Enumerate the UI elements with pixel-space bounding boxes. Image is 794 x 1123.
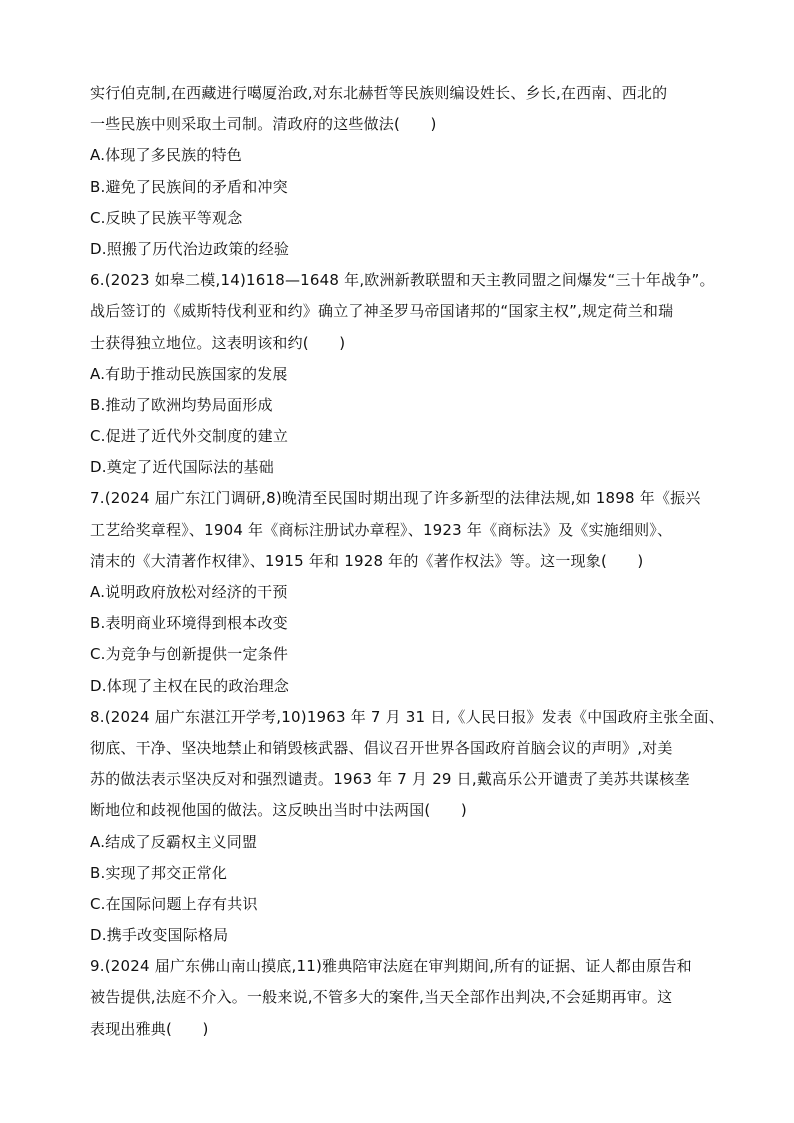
question-stem-line: 士获得独立地位。这表明该和约( ) — [90, 333, 346, 352]
exam-page — [90, 78, 725, 1045]
question-5-continued — [90, 78, 720, 265]
option-b: B.避免了民族间的矛盾和冲突 — [90, 177, 288, 196]
question-8 — [90, 702, 725, 952]
option-d: D.携手改变国际格局 — [90, 926, 229, 945]
option-c: C.反映了民族平等观念 — [90, 208, 243, 227]
option-d: D.奠定了近代国际法的基础 — [90, 458, 274, 477]
question-9 — [90, 951, 720, 1045]
question-stem-line: 战后签订的《威斯特伐利亚和约》确立了神圣罗马帝国诸邦的“国家主权”,规定荷兰和瑞 — [90, 302, 674, 321]
question-stem-line: 彻底、干净、坚决地禁止和销毁核武器、倡议召开世界各国政府首脑会议的声明》,对美 — [90, 738, 673, 757]
question-stem-line: 一些民族中则采取土司制。清政府的这些做法( ) — [90, 115, 437, 134]
option-a: A.有助于推动民族国家的发展 — [90, 364, 288, 383]
option-b: B.推动了欧洲均势局面形成 — [90, 395, 273, 414]
option-c: C.促进了近代外交制度的建立 — [90, 427, 289, 446]
option-b: B.实现了邦交正常化 — [90, 863, 228, 882]
question-stem-line: 表现出雅典( ) — [90, 1019, 209, 1038]
question-stem-line: 清末的《大清著作权律》、1915 年和 1928 年的《著作权法》等。这一现象( ) — [90, 551, 644, 570]
question-stem-line: 被告提供,法庭不介入。一般来说,不管多大的案件,当天全部作出判决,不会延期再审。这 — [90, 988, 673, 1007]
option-a: A.结成了反霸权主义同盟 — [90, 832, 258, 851]
question-stem-line: 7.(2024 届广东江门调研,8)晚清至民国时期出现了许多新型的法律法规,如 1898 年《振兴 — [90, 489, 701, 508]
question-7 — [90, 483, 720, 701]
question-6 — [90, 265, 720, 483]
question-stem-line: 9.(2024 届广东佛山南山摸底,11)雅典陪审法庭在审判期间,所有的证据、证人都由原告和 — [90, 957, 692, 976]
option-a: A.说明政府放松对经济的干预 — [90, 583, 288, 601]
question-stem-line: 实行伯克制,在西藏进行噶厦治政,对东北赫哲等民族则编设姓长、乡长,在西南、西北的 — [90, 84, 668, 102]
option-c: C.为竞争与创新提供一定条件 — [90, 645, 289, 664]
option-a: A.体现了多民族的特色 — [90, 146, 242, 165]
option-b: B.表明商业环境得到根本改变 — [90, 614, 288, 633]
option-d: D.体现了主权在民的政治理念 — [90, 676, 290, 695]
question-stem-line: 工艺给奖章程》、1904 年《商标注册试办章程》、1923 年《商标法》及《实施细则》、 — [90, 520, 673, 539]
question-stem-line: 断地位和歧视他国的做法。这反映出当时中法两国( ) — [90, 801, 467, 820]
option-c: C.在国际问题上存有共识 — [90, 894, 258, 913]
question-stem-line: 8.(2024 届广东湛江开学考,10)1963 年 7 月 31 日,《人民日报》发表《中国政府主张全面、 — [90, 707, 725, 726]
option-d: D.照搬了历代治边政策的经验 — [90, 239, 290, 258]
question-stem-line: 苏的做法表示坚决反对和强烈谴责。1963 年 7 月 29 日,戴高乐公开谴责了美苏共谋核垄 — [90, 770, 690, 789]
question-stem-line: 6.(2023 如皋二模,14)1618—1648 年,欧洲新教联盟和天主教同盟之间爆发“三十年战争”。 — [90, 271, 715, 290]
